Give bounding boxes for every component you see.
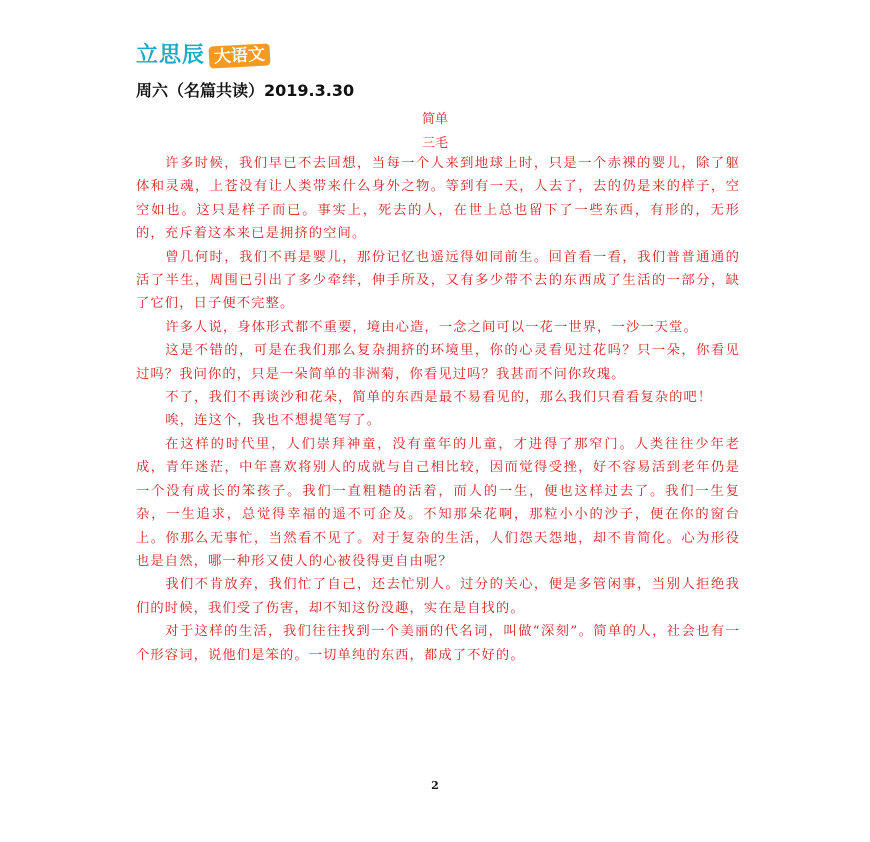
paragraph: 对于这样的生活，我们往往找到一个美丽的代名词，叫做“深刻”。简单的人，社会也有一个形容词，说他们是笨的。一切单纯的东西，都成了不好的。 (136, 624, 740, 663)
paragraph: 这是不错的，可是在我们那么复杂拥挤的环境里，你的心灵看见过花吗？只一朵，你看见过吗？我问你的，只是一朵简单的非洲菊，你看见过吗？我甚而不问你玫瑰。 (136, 343, 740, 382)
article-body (136, 152, 740, 667)
article-author: 三毛 (421, 136, 448, 151)
logo-main-text: 立思辰 (136, 43, 206, 68)
paragraph: 许多人说，身体形式都不重要，境由心造，一念之间可以一花一世界，一沙一天堂。 (165, 319, 698, 335)
date-heading: 周六（名篇共读）2019.3.30 (136, 81, 355, 100)
page-number: 2 (431, 779, 439, 792)
article-title: 简单 (421, 112, 448, 127)
paragraph: 不了，我们不再谈沙和花朵，简单的东西是最不易看见的，那么我们只看看复杂的吧！ (165, 390, 713, 406)
paragraph: 在这样的时代里，人们崇拜神童，没有童年的儿童，才进得了那窄门。人类往往少年老成，青年迷茫，中年喜欢将别人的成就与自己相比较，因而觉得受挫，好不容易活到老年仍是一个没有成长的笨孩子。我们一直粗糙的活着，而人的一生，便也这样过去了。我们一生复杂，一生追求，总觉得幸福的遥不可企及。不知那朵花啊，那粒小小的沙子，便在你的窗台上。你那么无事忙，当然看不见了。对于复杂的生活，人们怨天怨地，却不肯简化。心为形役也是自然，哪一种形又使人的心被役得更自由呢？ (136, 436, 740, 569)
paragraph: 唉，连这个，我也不想提笔写了。 (165, 413, 382, 429)
brand-logo (136, 41, 270, 71)
paragraph: 我们不肯放弃，我们忙了自己，还去忙别人。过分的关心，便是多管闲事，当别人拒绝我们的时候，我们受了伤害，却不知这份没趣，实在是自找的。 (136, 577, 740, 616)
paragraph: 许多时候，我们早已不去回想，当每一个人来到地球上时，只是一个赤裸的婴儿，除了躯体和灵魂，上苍没有让人类带来什么身外之物。等到有一天，人去了，去的仍是来的样子，空空如也。这只是样子而已。事实上，死去的人，在世上总也留下了一些东西，有形的，无形的，充斥着这本来已是拥挤的空间。 (136, 156, 740, 242)
logo-badge: 大语文 (208, 43, 270, 68)
paragraph: 曾几何时，我们不再是婴儿，那份记忆也遥远得如同前生。回首看一看，我们普普通通的活了半生，周围已引出了多少牵绊，伸手所及，又有多少带不去的东西成了生活的一部分，缺了它们，日子便不完整。 (136, 249, 740, 312)
